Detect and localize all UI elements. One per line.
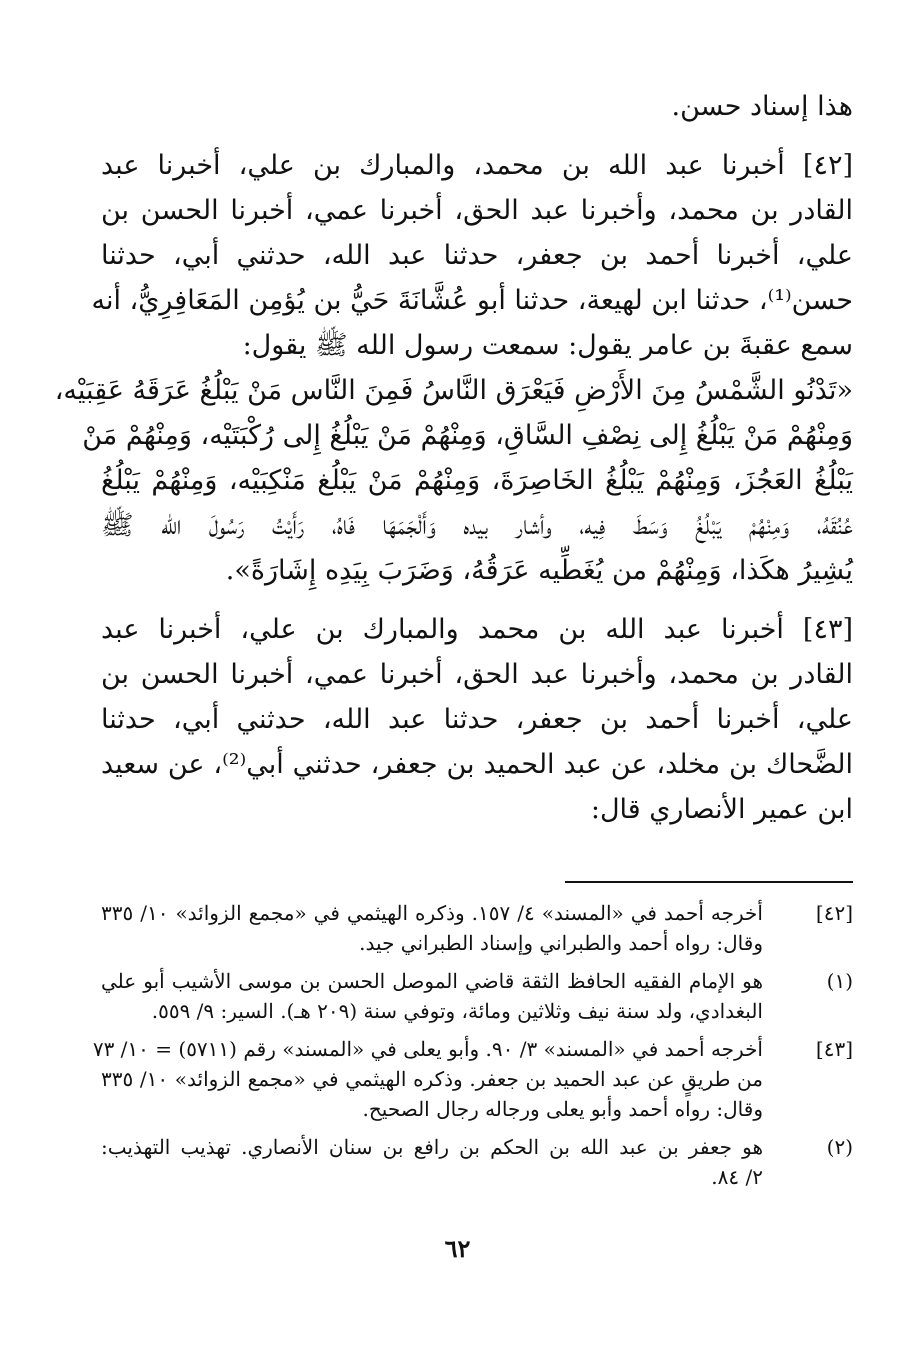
text-line: [٤٢] أخبرنا عبد الله بن محمد، والمبارك بن علي، أخبرنا عبد <box>101 150 853 181</box>
paragraph-42 <box>54 143 853 593</box>
hadith-line: يَبْلُغُ العَجُزَ، وَمِنْهُمْ يَبْلُغُ الخَاصِرَةَ، وَمِنْهُمْ مَنْ يَبْلُغ مَنْكِبَيْه، وَمِنْهُمْ يَبْلُغُ <box>101 465 853 496</box>
text-line: الضَّحاك بن مخلد، عن عبد الحميد بن جعفر، حدثني أبي⁽²⁾، عن سعيد <box>101 749 853 780</box>
text-line: [٤٣] أخبرنا عبد الله بن محمد والمبارك بن علي، أخبرنا عبد <box>101 614 853 645</box>
footnote-line: هو الإمام الفقيه الحافظ الثقة قاضي الموصل الحسن بن موسى الأشيب أبو علي <box>101 969 763 993</box>
footnote-line: من طريقٍ عن عبد الحميد بن جعفر. وذكره الهيثمي في «مجمع الزوائد» ١٠/ ٣٣٥ <box>101 1067 763 1091</box>
footnote-line: وقال: رواه أحمد والطبراني وإسناد الطبراني جيد. <box>359 931 763 955</box>
footnote-marker: (٢) <box>826 1135 853 1159</box>
hadith-line: يُشِيرُ هكَذا، وَمِنْهُمْ من يُغَطِّيه عَرَقُهُ، وَضَرَبَ بِيَدِه إِشَارَةً». <box>225 555 853 586</box>
paragraph-gap <box>101 593 853 607</box>
footnote-marker: [٤٣] <box>815 1037 853 1061</box>
hadith-line: «تَدْنُو الشَّمْسُ مِنَ الأَرْضِ فَيَعْرَق النَّاسُ فَمِنَ النَّاس مَنْ يَبْلُغُ عَرَقَهُ عَقِبَيْه، <box>54 375 853 406</box>
text-line: علي، أخبرنا أحمد بن جعفر، حدثنا عبد الله، حدثني أبي، حدثنا <box>101 240 853 271</box>
text-line: ابن عمير الأنصاري قال: <box>590 794 853 825</box>
text-line: سمع عقبةَ بن عامر يقول: سمعت رسول الله ﷺ يقول: <box>242 330 853 361</box>
page-number: ٦٢ <box>444 1234 471 1263</box>
hadith-line: عُنُقَهُ، وَمِنْهُمْ يَبْلُغُ وَسَطَ فِيه، وأشار بيده وَأَلْجَمَهَا فَاهُ، رَأَيْتُ رَسُولَ الله ﷺ <box>101 510 853 541</box>
footnote-separator <box>565 881 853 883</box>
paragraph-43 <box>101 607 853 832</box>
footnote-marker: [٤٢] <box>815 901 853 925</box>
hadith-line: وَمِنْهُمْ مَنْ يَبْلُغُ إِلى نِصْفِ السَّاقِ، وَمِنْهُمْ مَنْ يَبْلُغُ إِلى رُكْبَتَيْه، وَمِنْهُمْ مَنْ <box>82 420 853 451</box>
text-line: علي، أخبرنا أحمد بن جعفر، حدثنا عبد الله، حدثني أبي، حدثنا <box>101 704 853 735</box>
footnotes <box>92 898 853 1200</box>
footnote-2 <box>101 1132 853 1192</box>
footnote-line: أخرجه أحمد في «المسند» ٤/ ١٥٧. وذكره الهيثمي في «مجمع الزوائد» ١٠/ ٣٣٥ <box>101 901 763 925</box>
footnote-line: أخرجه أحمد في «المسند» ٣/ ٩٠. وأبو يعلى في «المسند» رقم (٥٧١١) = ١٠/ ٧٣ <box>92 1037 763 1061</box>
text-line: حسن⁽¹⁾، حدثنا ابن لهيعة، حدثنا أبو عُشَّانَةَ حَيُّ بن يُؤمِن المَعَافِرِيُّ، أنه <box>91 285 853 316</box>
footnote-line: هو جعفر بن عبد الله بن الحكم بن رافع بن سنان الأنصاري. تهذيب التهذيب: <box>101 1135 763 1159</box>
main-text <box>54 84 853 832</box>
footnote-line: البغدادي، ولد سنة نيف وثلاثين ومائة، وتوفي سنة (٢٠٩ هـ). السير: ٩/ ٥٥٩. <box>151 999 763 1023</box>
heading-line: هذا إسناد حسن. <box>671 91 853 122</box>
footnote-1 <box>101 966 853 1026</box>
text-line: القادر بن محمد، وأخبرنا عبد الحق، أخبرنا عمي، أخبرنا الحسن بن <box>101 659 853 690</box>
footnote-43 <box>92 1034 853 1124</box>
footnote-42 <box>101 898 853 958</box>
footnote-line: وقال: رواه أحمد وأبو يعلى ورجاله رجال الصحيح. <box>362 1097 763 1121</box>
footnote-line: ٢/ ٨٤. <box>711 1165 763 1189</box>
text-line: القادر بن محمد، وأخبرنا عبد الحق، أخبرنا عمي، أخبرنا الحسن بن <box>101 195 853 226</box>
footnote-marker: (١) <box>826 969 853 993</box>
